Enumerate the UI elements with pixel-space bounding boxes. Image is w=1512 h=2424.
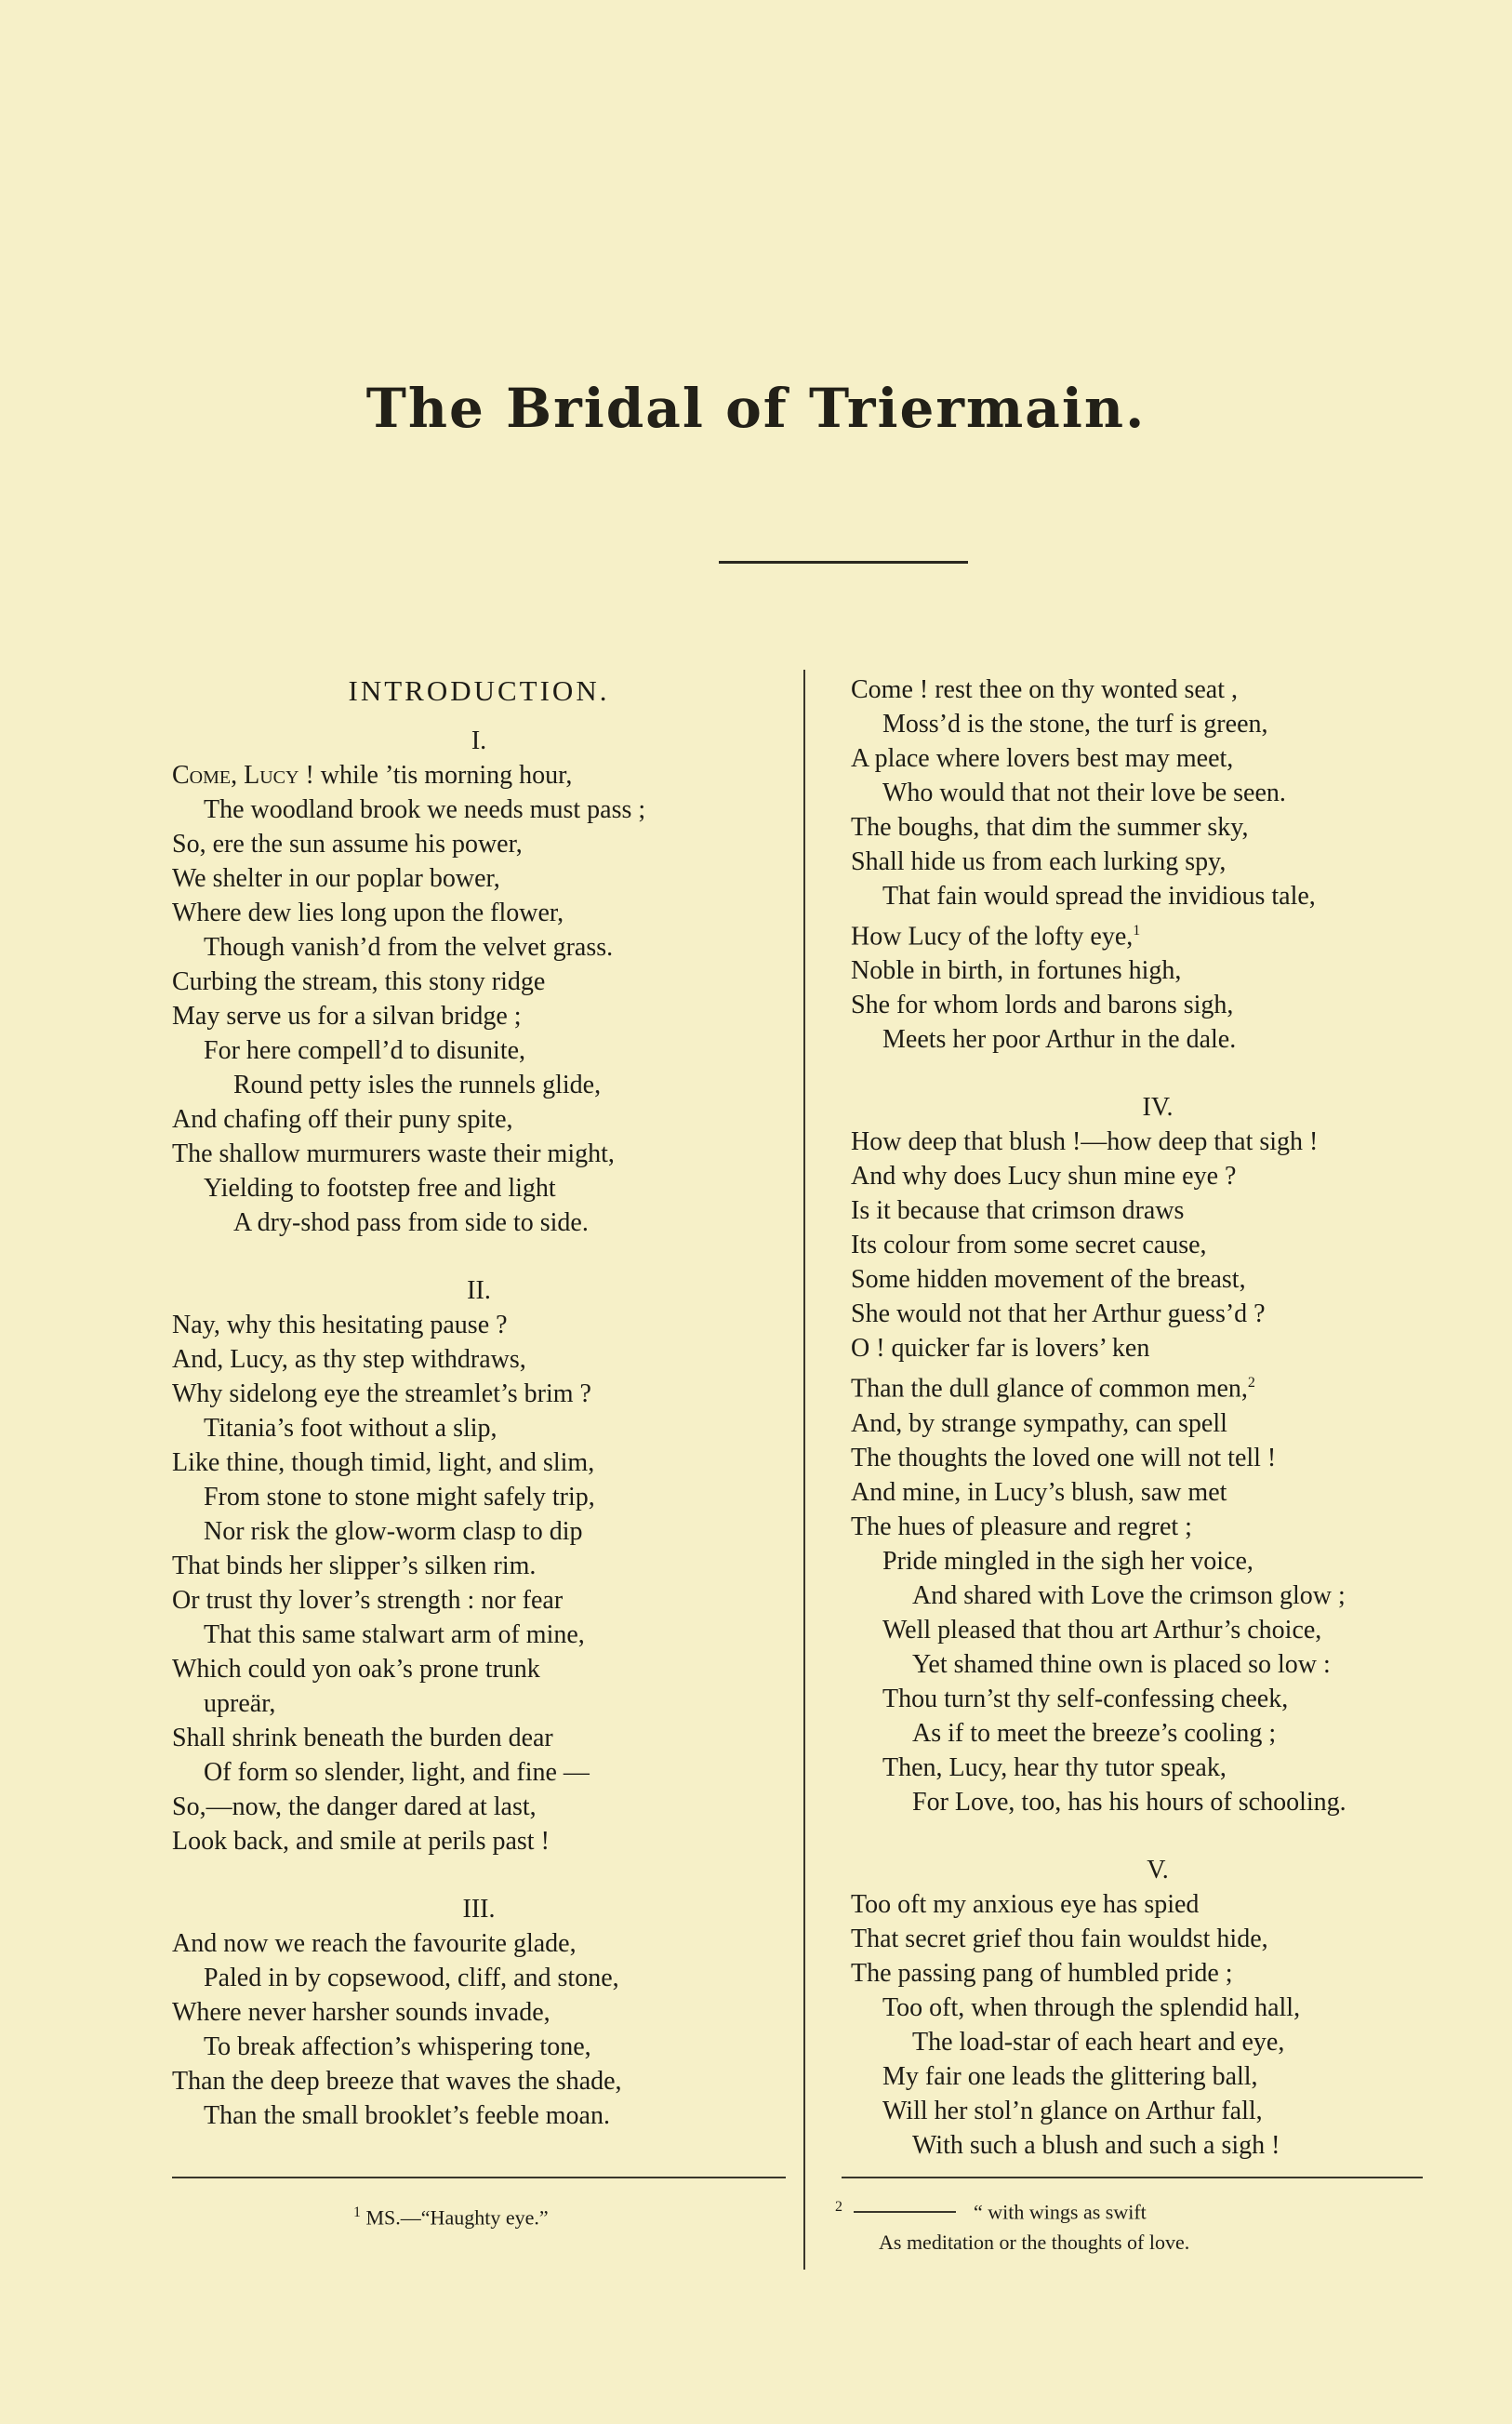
footnote-rule-left [172,2177,786,2178]
section-number: I. [471,726,487,755]
verse-line: We shelter in our poplar bower, [172,864,500,893]
verse-line: Some hidden movement of the breast, [851,1265,1246,1295]
verse-lead-smallcaps: Come, Lucy [172,761,299,790]
verse-line: May serve us for a silvan bridge ; [172,1002,522,1031]
verse-line: She for whom lords and barons sigh, [851,991,1234,1020]
footnote-mark: 2 [835,2199,842,2215]
footnote-dash-rule [854,2211,956,2213]
verse-text: Than the dull glance of common men, [851,1374,1248,1404]
verse-line: Moss’d is the stone, the turf is green, [882,710,1268,739]
section-number: V. [1147,1855,1169,1885]
verse-line: Titania’s foot without a slip, [204,1414,497,1443]
verse-line: Look back, and smile at perils past ! [172,1827,550,1856]
section-number: II. [467,1276,491,1305]
verse-line: upreär, [204,1689,276,1718]
verse-line: And now we reach the favourite glade, [172,1929,577,1958]
footnote-text: “ with wings as swift [974,2200,1147,2224]
verse-line: Of form so slender, light, and fine — [204,1758,590,1787]
verse-line: The passing pang of humbled pride ; [851,1958,1233,1988]
verse-line: Yielding to footstep free and light [204,1174,556,1203]
section-number: IV. [1142,1093,1174,1123]
verse-line: Too oft my anxious eye has spied [851,1889,1200,1919]
column-divider [803,670,805,2270]
verse-line: How deep that blush !—how deep that sigh ! [851,1127,1319,1157]
verse-lead-rest: ! while ’tis morning hour, [298,761,573,790]
note-reference: 2 [1247,1375,1255,1392]
footnote-rule-right [842,2177,1423,2178]
verse-line: And mine, in Lucy’s blush, saw met [851,1477,1227,1507]
verse-line: Where dew lies long upon the flower, [172,899,564,927]
verse-line: And shared with Love the crimson glow ; [912,1580,1346,1610]
verse-line: Than the small brooklet’s feeble moan. [204,2101,610,2130]
verse-line: So, ere the sun assume his power, [172,830,523,859]
title-rule [719,561,968,564]
verse-line: Though vanish’d from the velvet grass. [204,933,614,962]
verse-line: A dry-shod pass from side to side. [233,1208,589,1237]
verse-line: Is it because that crimson draws [851,1196,1185,1226]
verse-line: Paled in by copsewood, cliff, and stone, [204,1964,619,1992]
verse-line: To break affection’s whispering tone, [204,2032,591,2061]
verse-line: That fain would spread the invidious tale, [882,882,1316,911]
footnote-2 [835,2192,1147,2227]
verse-line: The hues of pleasure and regret ; [851,1512,1192,1541]
verse-line: Why sidelong eye the streamlet’s brim ? [172,1379,591,1408]
verse-line: She would not that her Arthur guess’d ? [851,1299,1266,1329]
verse-line [851,1365,1465,1405]
verse-line: O ! quicker far is lovers’ ken [851,1334,1150,1364]
verse-line: A place where lovers best may meet, [851,744,1234,773]
verse-line: For here compell’d to disunite, [204,1036,526,1065]
verse-line: Noble in birth, in fortunes high, [851,956,1182,986]
verse-line: Shall hide us from each lurking spy, [851,847,1227,876]
right-column [851,673,1465,2163]
footnote-mark: 1 [353,2204,361,2220]
verse-line: The woodland brook we needs must pass ; [204,795,646,824]
verse-line: The load-star of each heart and eye, [912,2027,1285,2057]
verse-line: Thou turn’st thy self-confessing cheek, [882,1684,1289,1713]
verse-line: And, by strange sympathy, can spell [851,1408,1227,1438]
verse-line: The thoughts the loved one will not tell ! [851,1443,1277,1472]
verse-line: For Love, too, has his hours of schooling. [912,1787,1346,1817]
verse-line: Nay, why this hesitating pause ? [172,1311,508,1339]
verse-line: Where never harsher sounds invade, [172,1998,550,2027]
verse-line: And chafing off their puny spite, [172,1105,513,1134]
verse-line: My fair one leads the glittering ball, [882,2061,1258,2091]
verse-line: Round petty isles the runnels glide, [233,1071,602,1099]
verse-line: Curbing the stream, this stony ridge [172,967,546,996]
verse-line: Meets her poor Arthur in the dale. [882,1025,1237,1055]
verse-line: Then, Lucy, hear thy tutor speak, [882,1752,1227,1782]
verse-line: So,—now, the danger dared at last, [172,1792,537,1821]
verse-line: Its colour from some secret cause, [851,1231,1207,1260]
verse-line: And why does Lucy shun mine eye ? [851,1162,1237,1192]
page-title: The Bridal of Triermain. [365,377,1147,440]
verse-line: That secret grief thou fain wouldst hide, [851,1924,1268,1953]
verse-line: As if to meet the breeze’s cooling ; [912,1718,1277,1748]
verse-line: Will her stol’n glance on Arthur fall, [882,2096,1263,2125]
verse-line: Than the deep breeze that waves the shade, [172,2067,622,2096]
verse-line: Shall shrink beneath the burden dear [172,1724,553,1752]
footnote-2-continuation: As meditation or the thoughts of love. [879,2231,1190,2254]
verse-text: How Lucy of the lofty eye, [851,922,1134,952]
verse-line: Pride mingled in the sigh her voice, [882,1546,1253,1576]
verse-line: The boughs, that dim the summer sky, [851,813,1249,842]
verse-line: Which could yon oak’s prone trunk [172,1655,540,1684]
left-column [172,673,786,2133]
verse-line: Or trust thy lover’s strength : nor fear [172,1586,564,1615]
verse-line: From stone to stone might safely trip, [204,1483,595,1512]
verse-line: Like thine, though timid, light, and slim, [172,1448,595,1477]
verse-line: That this same stalwart arm of mine, [204,1620,585,1649]
note-reference: 1 [1133,923,1141,939]
verse-line: The shallow murmurers waste their might, [172,1139,615,1168]
verse-line [851,913,1465,953]
footnote-1 [353,2198,549,2232]
verse-line: And, Lucy, as thy step withdraws, [172,1345,526,1374]
verse-line [172,758,786,792]
verse-line: Too oft, when through the splendid hall, [882,1992,1301,2022]
footnote-text: MS.—“Haughty eye.” [365,2205,549,2230]
introduction-heading: INTRODUCTION. [348,674,610,707]
verse-line: With such a blush and such a sigh ! [912,2130,1280,2160]
verse-line: That binds her slipper’s silken rim. [172,1552,537,1580]
verse-line: Who would that not their love be seen. [882,779,1286,807]
verse-line: Nor risk the glow-worm clasp to dip [204,1517,583,1546]
section-number: III. [462,1895,496,1924]
verse-line: Come ! rest thee on thy wonted seat , [851,675,1239,704]
verse-line: Yet shamed thine own is placed so low : [912,1649,1331,1679]
verse-line: Well pleased that thou art Arthur’s choice, [882,1615,1322,1645]
